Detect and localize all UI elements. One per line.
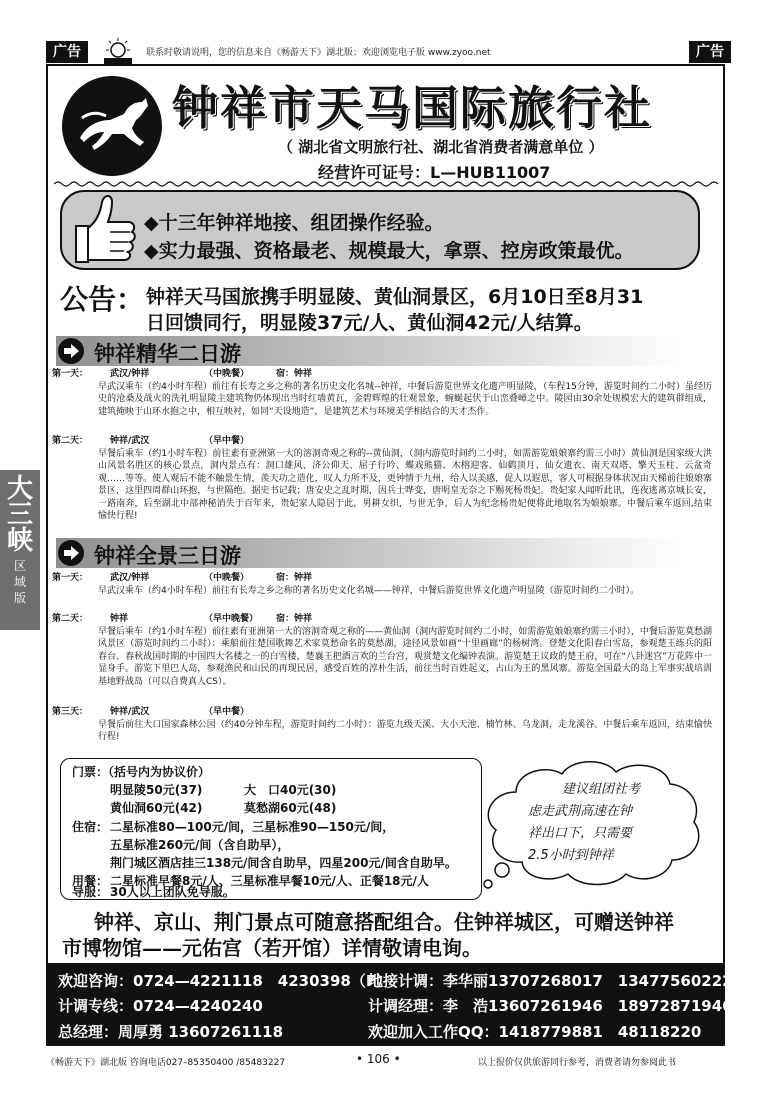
- day-stay: 宿：钟祥: [276, 614, 313, 624]
- highlight-1: ◆十三年钟祥地接、组团操作经验。: [144, 212, 444, 234]
- header-note: 联系时敬请说明，您的信息来自《畅游天下》湖北版；欢迎浏览电子版 www.zyoo.net: [146, 48, 491, 58]
- notice-line-2: 日回馈同行，明显陵37元/人、黄仙洞42元/人结算。: [146, 312, 593, 334]
- bottom-text-1: 钟祥、京山、荆门景点可随意搭配组合。住钟祥城区，可赠送钟祥: [94, 910, 674, 934]
- company-name: 钟祥市天马国际旅行社: [172, 81, 652, 135]
- cloud-line-2: 虑走武荆高速在钟: [528, 804, 633, 819]
- tour1-day1: [52, 368, 712, 418]
- day-stay: 宿：钟祥: [276, 573, 313, 583]
- contact-op-line: 计调专线：0724—4240240: [58, 997, 263, 1015]
- side-tab-title: 大三峡: [6, 474, 33, 556]
- day-text: 早餐后乘车（约1小时车程）前往素有亚洲第一大的溶洞奇观之称的——黄仙洞（洞内游览时间约二小时，如需游览娘娘寨约需三小时），中餐后游览莫愁湖风景区（游览时间约二小时）：乘船前往楚国歌舞艺术家莫愁命名的莫愁湖，途径风景如画“十里画廊”的杨树湾。登楚文化阳春白雪岛，参观楚王练兵的阳春台、春秋战国时期的中国四大名楼之一的白雪楼，楚襄王把酒言欢的兰台宫，观赏楚文化编钟表演。游览楚王议政的楚王府，可在“八卦迷宫”万花阵中一显身手。游览下里巴人岛，参观渔民和山民的再现民居，感受百姓的淳朴生活，前往当时百姓起义，占山为王的黑风寨。游览全国最大的岛上军事实战培训基地野战岛（可以自费真人CS）。: [98, 626, 712, 687]
- wavy-divider: [54, 180, 718, 188]
- tour1-day2: [52, 435, 712, 523]
- day-stay: 宿：钟祥: [276, 369, 313, 379]
- cloud-line-1: 建议组团社考: [562, 782, 641, 797]
- horse-icon: [62, 76, 162, 176]
- day-meal: （早中餐）: [204, 707, 250, 717]
- license-number: 经营许可证号：L—HUB11007: [318, 163, 551, 182]
- tour-banner-2: [56, 538, 716, 568]
- ad-label-left: 广告: [46, 41, 88, 63]
- tour2-day1: [52, 572, 712, 597]
- contact-gm: 总经理：周厚勇 13607261118: [58, 1023, 284, 1041]
- page-number: • 106 •: [356, 1052, 401, 1066]
- ticket-price: 明显陵50元(37): [110, 783, 203, 797]
- day-meal: （早中餐）: [204, 436, 250, 446]
- day-text: 早餐后乘车（约1小时车程）前往素有亚洲第一大的溶洞奇观之称的--黄仙洞，（洞内游览时间约二小时，如需游览娘娘寨约需三小时）黄仙洞是国家级大洪山风景名胜区的核心景点，洞内景点有：洞口雄风、济公仰天、屈子行吟、蝶戏熊猫、木榕迎客、仙鹤顶月、仙女遗衣、南天双塔、擎天玉柱、云盆奇观……等等。使人观后不能不触景生情，羡天功之造化，叹人力所不及，更钟情于九州，给人以美感，促人以遐思，客人可根据身体状况由天梯前往娘娘寨景区，这里四周群山环抱，与世隔绝。据史书记载；唐安史之乱时期，因兵士哗变，唐明皇无奈之下赐死杨贵妃。贵妃家人闻听此讯，连夜逃离京城长安，一路南奔，后至湖北中部神秘消失于百年来，贵妃家人隐居于此，男耕女织，与世无争，后人为纪念杨贵妃便将此地取名为娘娘寨。中餐后乘车返回,结束愉快行程!: [98, 448, 712, 521]
- notice-label: 公告：: [60, 283, 145, 316]
- cloud-line-4: 2.5小时到钟祥: [528, 848, 614, 863]
- thumbs-up-icon: [66, 188, 138, 268]
- day-route: 钟祥: [110, 614, 129, 624]
- cloud-line-3: 祥出口下，只需要: [528, 826, 633, 841]
- lodging-line: 五星标准260元/间（含自助早），: [110, 838, 290, 852]
- lodging-line: 荆门城区酒店挂三138元/间含自助早，四星200元/间含自助早。: [110, 856, 457, 870]
- day-meal: （中晚餐）: [204, 369, 250, 379]
- tour-banner-1: [56, 336, 716, 366]
- company-subtitle: （ 湖北省文明旅行社、湖北省消费者满意单位 ）: [278, 138, 604, 156]
- day-meal: （中晚餐）: [204, 573, 250, 583]
- day-label: 第一天：: [52, 369, 89, 379]
- lodging-label: 住宿：: [72, 820, 109, 834]
- ticket-price: 黄仙洞60元(42): [110, 801, 203, 815]
- arrow-right-icon: [58, 540, 84, 566]
- day-label: 第三天：: [52, 707, 89, 717]
- day-route: 武汉/钟祥: [110, 369, 150, 379]
- highlight-2: ◆实力最强、资格最老、规模最大，拿票、控房政策最优。: [144, 240, 634, 262]
- day-route: 钟祥/武汉: [110, 436, 150, 446]
- day-text: 早武汉乘车（约4小时车程）前往有长寿之乡之称的著名历史文化名城--钟祥，中餐后游览世界文化遗产明显陵，（车程15分钟，游览时间约二小时）虽经历史的沧桑及战火的洗礼明显陵主建筑物仍体现出当时红墙黄瓦，金碧辉煌的壮观景象，蜿蜒起伏于山峦叠嶂之中。陵园由30余处规模宏大的建筑群组成，建筑掩映于山环水抱之中，相互映衬，如同“天设地造”，是建筑艺术与环境美学相结合的天才杰作。: [98, 381, 712, 417]
- day-label: 第二天：: [52, 436, 89, 446]
- tour2-day2: [52, 613, 712, 688]
- day-meal: （早中晚餐）: [204, 614, 259, 624]
- ticket-price: 莫愁湖60元(48): [244, 801, 337, 815]
- notice-line-1: 钟祥天马国旅携手明显陵、黄仙洞景区，6月10日至8月31: [146, 286, 644, 308]
- guide-label: 导服：: [72, 885, 109, 899]
- tour-title-1: 钟祥精华二日游: [94, 342, 241, 366]
- contact-op-manager: 计调经理：李 浩13607261946 18972871946: [368, 997, 733, 1015]
- contact-welcome: 欢迎咨询：0724—4221118 4230398（F）: [58, 972, 392, 990]
- day-label: 第二天：: [52, 614, 89, 624]
- tour-title-2: 钟祥全景三日游: [94, 544, 241, 568]
- horse-logo: [62, 76, 162, 176]
- ticket-price: 大 口40元(30): [244, 783, 337, 797]
- bottom-text-2: 市博物馆——元佑宫（若开馆）详情敬请电询。: [62, 936, 482, 960]
- contact-local-op: 地接计调：李华丽13707268017 13477560222: [368, 972, 733, 990]
- meals-label: 用餐：: [72, 874, 109, 888]
- side-tab-subtitle: 区域版: [13, 559, 26, 605]
- lodging-line: 二星标准80—100元/间，三星标准90—150元/间，: [110, 820, 395, 834]
- tour2-day3: [52, 706, 712, 744]
- day-route: 武汉/钟祥: [110, 573, 150, 583]
- day-text: 早餐后前往大口国家森林公园（约40分钟车程，游览时间约二小时）：游览九级天溪、大小天池、楠竹林、乌龙洞，走龙溪谷。中餐后乘车返回，结束愉快行程!: [98, 719, 712, 742]
- day-label: 第一天：: [52, 573, 89, 583]
- footer-left: 《畅游天下》湖北版 咨询电话027–85350400 /85483227: [46, 1058, 286, 1068]
- arrow-right-icon: [58, 338, 84, 364]
- day-route: 钟祥/武汉: [110, 707, 150, 717]
- tickets-label: 门票：（括号内为协议价）: [72, 765, 211, 779]
- guide-line: 30人以上团队免导服。: [110, 885, 235, 899]
- magazine-logo: [98, 36, 138, 66]
- footer-right: 以上报价仅供旅游同行参考，消费者请勿参阅此书: [478, 1058, 677, 1068]
- meals-line: 二星标准早餐8元/人、三星标准早餐10元/人、正餐18元/人: [110, 874, 429, 888]
- contact-join-qq: 欢迎加入工作QQ：1418779881 48118220: [368, 1023, 702, 1041]
- day-text: 早武汉乘车（约4小时车程）前往有长寿之乡之称的著名历史文化名城——钟祥，中餐后游览世界文化遗产明显陵（游览时间约二小时）。: [98, 585, 640, 596]
- ad-label-right: 广告: [689, 41, 731, 63]
